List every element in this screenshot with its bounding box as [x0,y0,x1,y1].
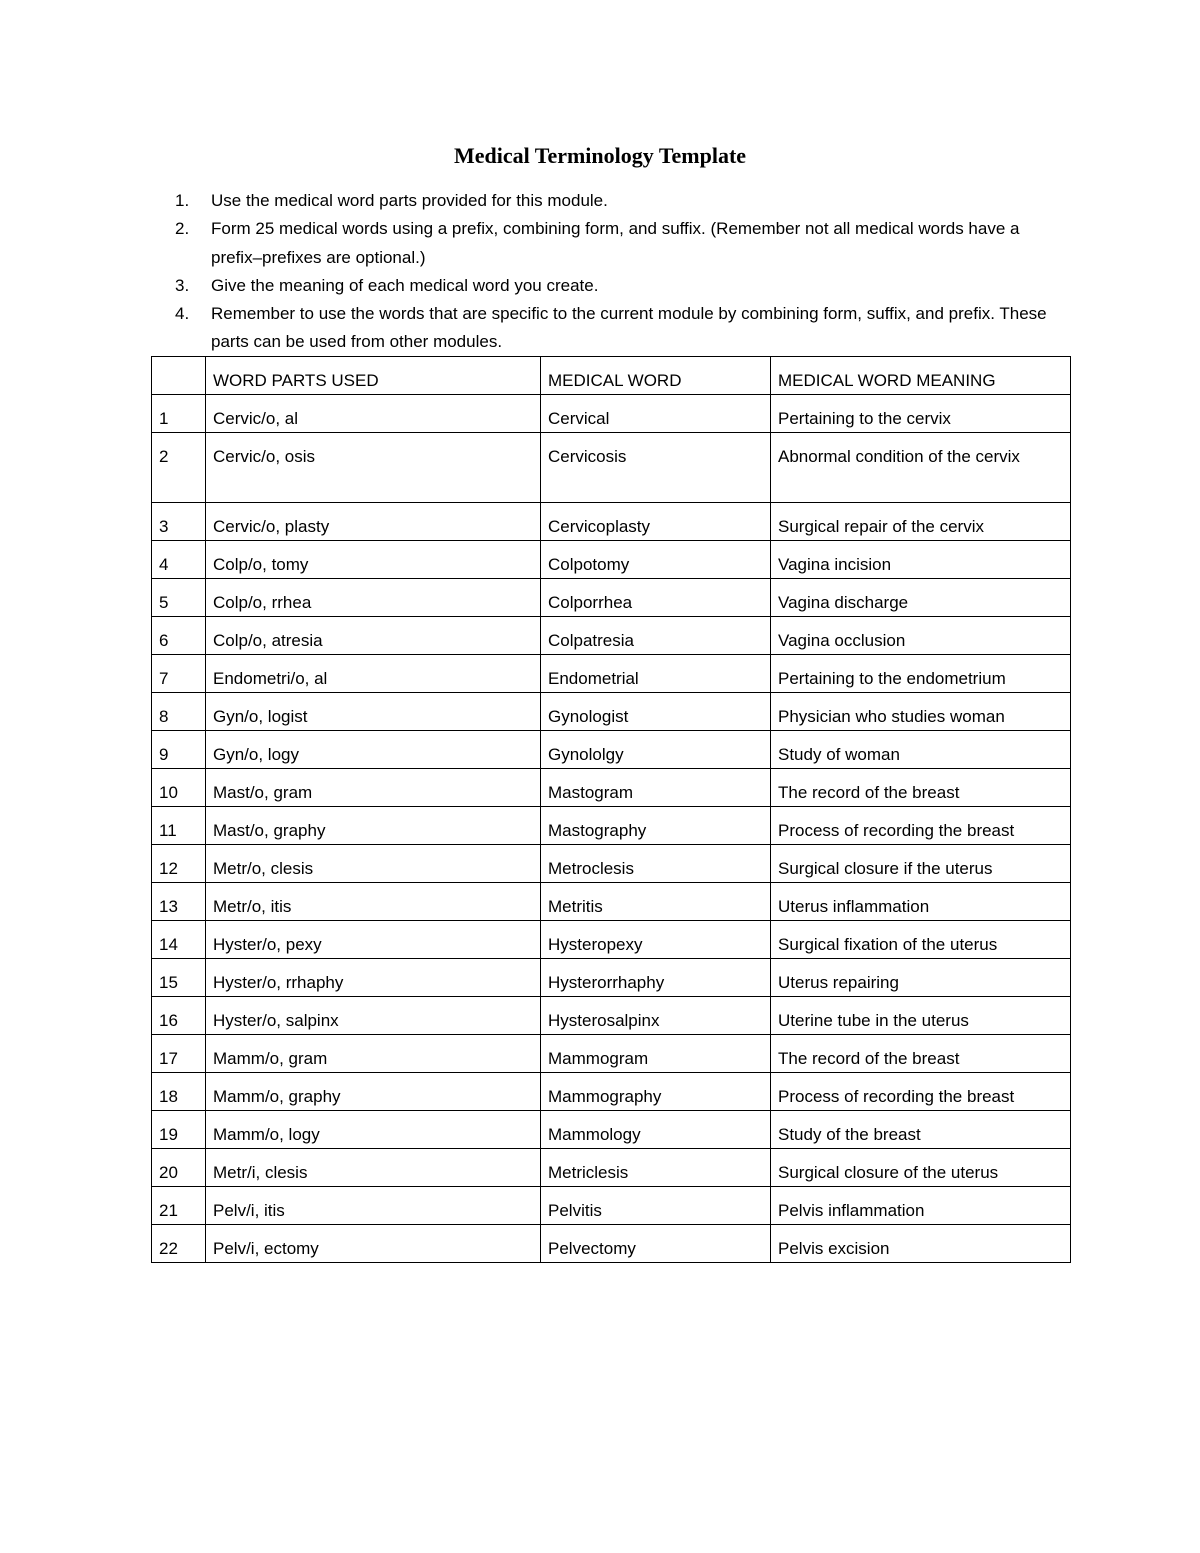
cell-meaning: Uterus inflammation [771,883,1071,921]
table-row [152,1035,1071,1073]
cell-number: 17 [152,1035,206,1073]
cell-medical-word: Hysterorrhaphy [541,959,771,997]
cell-number: 1 [152,395,206,433]
cell-number: 3 [152,503,206,541]
cell-number: 10 [152,769,206,807]
page-title: Medical Terminology Template [453,143,747,168]
header-number [152,357,206,395]
cell-meaning: Study of the breast [771,1111,1071,1149]
table-row [152,731,1071,769]
cell-medical-word: Mastography [541,807,771,845]
instruction-text: Give the meaning of each medical word you create. [211,275,599,295]
instructions-list [175,187,1055,357]
instruction-item [175,300,1055,357]
table-row [152,1073,1071,1111]
cell-medical-word: Pelvectomy [541,1225,771,1263]
cell-word-parts: Colp/o, rrhea [206,579,541,617]
cell-meaning: Pelvis excision [771,1225,1071,1263]
cell-meaning: Vagina incision [771,541,1071,579]
table-row [152,921,1071,959]
header-word-parts: WORD PARTS USED [206,357,541,395]
table-row [152,769,1071,807]
cell-word-parts: Gyn/o, logy [206,731,541,769]
cell-medical-word: Endometrial [541,655,771,693]
instruction-number: 4. [175,304,190,324]
cell-medical-word: Cervicoplasty [541,503,771,541]
cell-meaning: Pelvis inflammation [771,1187,1071,1225]
instruction-text: Form 25 medical words using a prefix, combining form, and suffix. (Remember not all medical words have a prefix–prefixes are optional.) [211,219,1020,267]
cell-medical-word: Colpatresia [541,617,771,655]
cell-number: 16 [152,997,206,1035]
cell-meaning: Vagina discharge [771,579,1071,617]
table-row [152,807,1071,845]
cell-medical-word: Mammology [541,1111,771,1149]
table-row [152,883,1071,921]
cell-medical-word: Metritis [541,883,771,921]
cell-word-parts: Cervic/o, plasty [206,503,541,541]
instruction-text: Use the medical word parts provided for this module. [211,191,608,210]
cell-medical-word: Gynololgy [541,731,771,769]
cell-meaning: Uterus repairing [771,959,1071,997]
cell-medical-word: Gynologist [541,693,771,731]
cell-number: 22 [152,1225,206,1263]
instruction-number: 3. [175,275,190,295]
cell-meaning: Pertaining to the endometrium [771,655,1071,693]
cell-number: 12 [152,845,206,883]
cell-number: 20 [152,1149,206,1187]
cell-medical-word: Cervicosis [541,433,771,503]
cell-word-parts: Hyster/o, rrhaphy [206,959,541,997]
cell-number: 8 [152,693,206,731]
instruction-number: 2. [175,219,190,239]
cell-meaning: The record of the breast [771,1035,1071,1073]
cell-meaning: Physician who studies woman [771,693,1071,731]
cell-word-parts: Mast/o, gram [206,769,541,807]
table-row [152,433,1071,503]
cell-meaning: Vagina occlusion [771,617,1071,655]
cell-word-parts: Metr/o, clesis [206,845,541,883]
cell-medical-word: Hysterosalpinx [541,997,771,1035]
cell-meaning: Process of recording the breast [771,1073,1071,1111]
cell-word-parts: Metr/i, clesis [206,1149,541,1187]
table-row [152,845,1071,883]
cell-medical-word: Pelvitis [541,1187,771,1225]
table-row [152,1225,1071,1263]
cell-word-parts: Metr/o, itis [206,883,541,921]
cell-meaning: Surgical closure of the uterus [771,1149,1071,1187]
table-row [152,959,1071,997]
cell-meaning: Pertaining to the cervix [771,395,1071,433]
instruction-text: Remember to use the words that are specific to the current module by combining form, suffix, and prefix. These parts can be used from other modules. [211,304,1047,352]
table-row [152,541,1071,579]
cell-number: 9 [152,731,206,769]
cell-meaning: The record of the breast [771,769,1071,807]
header-medical-word-meaning: MEDICAL WORD MEANING [771,357,1071,395]
table-row [152,1111,1071,1149]
cell-meaning: Surgical closure if the uterus [771,845,1071,883]
instruction-item [175,272,1055,300]
cell-medical-word: Mammogram [541,1035,771,1073]
cell-number: 15 [152,959,206,997]
cell-medical-word: Colporrhea [541,579,771,617]
cell-word-parts: Pelv/i, ectomy [206,1225,541,1263]
cell-meaning: Surgical fixation of the uterus [771,921,1071,959]
cell-number: 13 [152,883,206,921]
cell-number: 11 [152,807,206,845]
table-row [152,997,1071,1035]
cell-word-parts: Mamm/o, gram [206,1035,541,1073]
cell-word-parts: Cervic/o, osis [206,433,541,503]
cell-number: 14 [152,921,206,959]
table-row [152,579,1071,617]
cell-word-parts: Pelv/i, itis [206,1187,541,1225]
cell-meaning: Surgical repair of the cervix [771,503,1071,541]
cell-word-parts: Gyn/o, logist [206,693,541,731]
cell-number: 18 [152,1073,206,1111]
cell-number: 2 [152,433,206,503]
cell-medical-word: Mammography [541,1073,771,1111]
cell-word-parts: Hyster/o, pexy [206,921,541,959]
cell-medical-word: Hysteropexy [541,921,771,959]
cell-meaning: Abnormal condition of the cervix [771,433,1071,503]
instruction-item [175,187,1055,215]
cell-word-parts: Mamm/o, logy [206,1111,541,1149]
cell-word-parts: Mast/o, graphy [206,807,541,845]
cell-medical-word: Colpotomy [541,541,771,579]
cell-number: 6 [152,617,206,655]
instruction-number: 1. [175,191,190,210]
table-row [152,395,1071,433]
table-row [152,1187,1071,1225]
table-row [152,1149,1071,1187]
cell-word-parts: Colp/o, tomy [206,541,541,579]
table-row [152,655,1071,693]
cell-word-parts: Cervic/o, al [206,395,541,433]
cell-medical-word: Metroclesis [541,845,771,883]
cell-meaning: Uterine tube in the uterus [771,997,1071,1035]
table-row [152,503,1071,541]
cell-word-parts: Colp/o, atresia [206,617,541,655]
cell-medical-word: Mastogram [541,769,771,807]
cell-medical-word: Cervical [541,395,771,433]
cell-number: 4 [152,541,206,579]
terminology-table [151,356,1071,1263]
cell-number: 5 [152,579,206,617]
cell-word-parts: Endometri/o, al [206,655,541,693]
cell-meaning: Study of woman [771,731,1071,769]
cell-number: 7 [152,655,206,693]
table-row [152,617,1071,655]
cell-meaning: Process of recording the breast [771,807,1071,845]
instruction-item [175,215,1055,272]
table-header-row [152,357,1071,395]
cell-word-parts: Mamm/o, graphy [206,1073,541,1111]
table-row [152,693,1071,731]
cell-number: 21 [152,1187,206,1225]
cell-number: 19 [152,1111,206,1149]
header-medical-word: MEDICAL WORD [541,357,771,395]
cell-medical-word: Metriclesis [541,1149,771,1187]
cell-word-parts: Hyster/o, salpinx [206,997,541,1035]
